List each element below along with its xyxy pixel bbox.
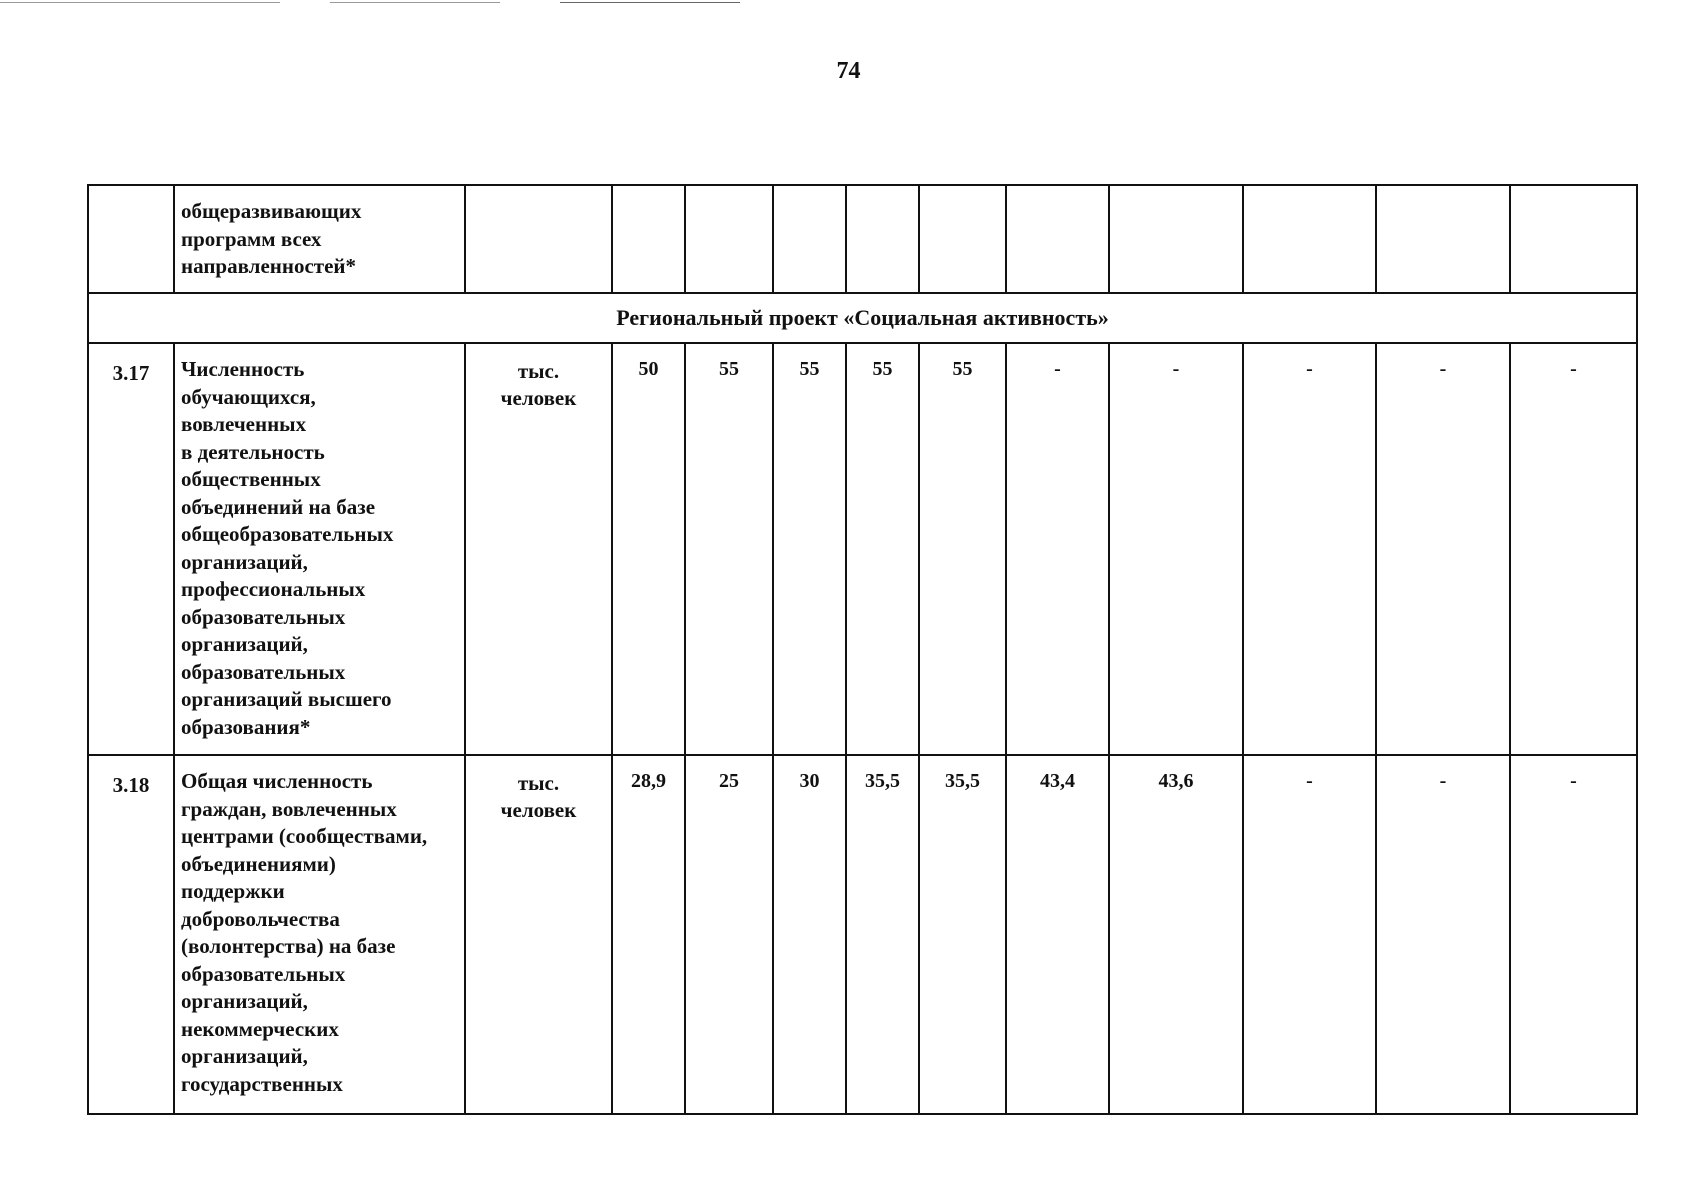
cell-value: 35,5 — [846, 755, 919, 1114]
cell-unit — [465, 755, 612, 1114]
cell-value: - — [1510, 755, 1637, 1114]
cell-value: 43,6 — [1109, 755, 1243, 1114]
unit-label: тыс. человек — [500, 359, 577, 410]
cell-value: 28,9 — [612, 755, 685, 1114]
cell-value: 43,4 — [1006, 755, 1109, 1114]
cell-value — [1109, 185, 1243, 293]
indicator-table — [87, 184, 1638, 1115]
cell-value — [1510, 185, 1637, 293]
cell-value: - — [1243, 343, 1376, 755]
cell-name — [174, 343, 465, 755]
page-number: 74 — [836, 58, 861, 84]
indicator-name: Численность обучающихся, вовлеченных в деятельность общественных объединений на базе общеобразовательных организаций, профессиональных образовательных организаций, образовательных организаций высшего образования* — [181, 357, 394, 739]
cell-value: 55 — [846, 343, 919, 755]
table-row-section — [88, 293, 1637, 343]
cell-value — [1243, 185, 1376, 293]
cell-value — [1376, 185, 1510, 293]
table-row — [88, 755, 1637, 1114]
cell-value: 55 — [773, 343, 846, 755]
cell-unit — [465, 185, 612, 293]
scan-artifact-line — [0, 2, 280, 3]
cell-value: 35,5 — [919, 755, 1006, 1114]
cell-value: 55 — [919, 343, 1006, 755]
cell-value: - — [1243, 755, 1376, 1114]
cell-value — [1006, 185, 1109, 293]
cell-value: - — [1006, 343, 1109, 755]
indicator-name: общеразвивающих программ всех направленностей* — [181, 199, 362, 278]
cell-value: - — [1510, 343, 1637, 755]
cell-value: - — [1376, 343, 1510, 755]
cell-value — [773, 185, 846, 293]
table-row — [88, 343, 1637, 755]
table-row-continuation — [88, 185, 1637, 293]
cell-value: 50 — [612, 343, 685, 755]
scan-artifact-line — [330, 2, 500, 3]
row-number: 3.18 — [88, 755, 174, 1114]
indicator-name: Общая численность граждан, вовлеченных центрами (сообществами, объединениями) поддержки добровольчества (волонтерства) на базе образовательных организаций, некоммерческих организаций, государственных — [181, 769, 428, 1096]
cell-value — [846, 185, 919, 293]
scan-artifact-line — [560, 2, 740, 3]
section-title: Региональный проект «Социальная активность» — [88, 293, 1637, 343]
cell-value: 30 — [773, 755, 846, 1114]
cell-unit — [465, 343, 612, 755]
cell-value — [612, 185, 685, 293]
row-number: 3.17 — [88, 343, 174, 755]
cell-value — [919, 185, 1006, 293]
cell-value: 25 — [685, 755, 773, 1114]
cell-value: - — [1376, 755, 1510, 1114]
unit-label: тыс. человек — [500, 771, 577, 822]
cell-value — [685, 185, 773, 293]
cell-name — [174, 185, 465, 293]
cell-num — [88, 185, 174, 293]
cell-value: 55 — [685, 343, 773, 755]
cell-value: - — [1109, 343, 1243, 755]
cell-name — [174, 755, 465, 1114]
